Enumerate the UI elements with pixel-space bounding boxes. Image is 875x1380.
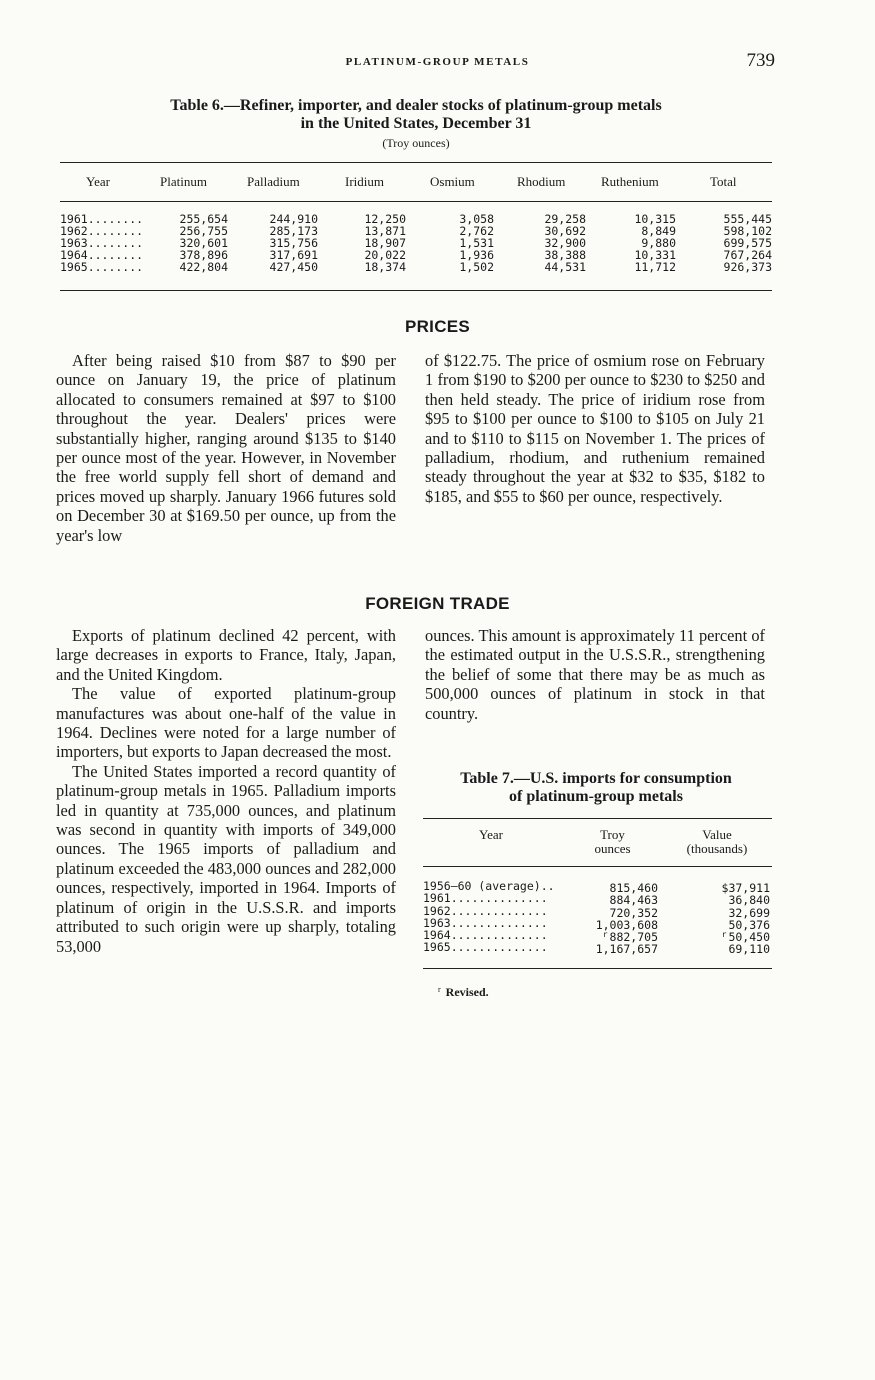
table6-col-ruthenium: Ruthenium xyxy=(601,174,659,189)
table7-value-amount: 69,110 xyxy=(728,942,770,957)
footnote-mark: r xyxy=(438,985,441,994)
table6-bottom-rule xyxy=(60,290,772,291)
table7-troy-value: 720,352 xyxy=(609,905,658,920)
prices-right-column xyxy=(425,351,765,506)
prices-paragraph-right: of $122.75. The price of osmium rose on February 1 from $190 to $200 per ounce to $230 to $250 and then held steady. The price of iridium rose from $95 to $100 per ounce to $100 to $105 on July 21 and to $110 to $115 on November 1. The prices of palladium, rhodium, and ruthenium remained steady throughout the year at $32 to $35, $182 to $185, and $55 to $60 per ounce, respectively. xyxy=(425,351,765,506)
table6-cell-platinum: 255,654 xyxy=(179,212,228,226)
table-row xyxy=(0,261,875,273)
table6-header-rule xyxy=(60,201,772,202)
table6-cell-iridium: 18,374 xyxy=(364,260,406,274)
table7-col-troy-line2: ounces xyxy=(594,841,631,856)
table6-body xyxy=(0,213,875,273)
table6-cell-rhodium: 38,388 xyxy=(544,248,586,262)
table6-cell-ruthenium: 10,331 xyxy=(634,248,676,262)
table6-title-line2: in the United States, December 31 xyxy=(300,115,532,132)
table6-cell-year: 1961........ xyxy=(60,212,144,226)
table7-value-amount: 32,699 xyxy=(728,905,770,920)
table7-top-rule xyxy=(423,818,772,819)
table6-cell-osmium: 1,531 xyxy=(459,236,494,250)
table7-value-amount: 36,840 xyxy=(728,893,770,908)
table6-cell-platinum: 256,755 xyxy=(179,224,228,238)
table7-col-value-line2: (thousands) xyxy=(686,841,748,856)
foreign-trade-right-column xyxy=(425,626,765,723)
table6-cell-iridium: 13,871 xyxy=(364,224,406,238)
table6-cell-platinum: 422,804 xyxy=(179,260,228,274)
table6-cell-rhodium: 29,258 xyxy=(544,212,586,226)
table6-cell-palladium: 315,756 xyxy=(269,236,318,250)
table6-col-rhodium: Rhodium xyxy=(517,174,566,189)
table7-troy-value: 882,705 xyxy=(609,930,658,945)
table7-bottom-rule xyxy=(423,968,772,969)
table6-cell-total: 598,102 xyxy=(723,224,772,238)
table7-value-amount: 50,450 xyxy=(728,930,770,945)
table6-col-osmium: Osmium xyxy=(430,174,475,189)
table6-col-platinum: Platinum xyxy=(160,174,207,189)
table6-cell-year: 1965........ xyxy=(60,260,144,274)
table6-cell-rhodium: 32,900 xyxy=(544,236,586,250)
revised-mark: r xyxy=(602,930,608,940)
table6-cell-iridium: 20,022 xyxy=(364,248,406,262)
table6-cell-ruthenium: 8,849 xyxy=(641,224,676,238)
table6-cell-osmium: 2,762 xyxy=(459,224,494,238)
table6-cell-platinum: 378,896 xyxy=(179,248,228,262)
table7-col-year: Year xyxy=(479,827,503,842)
table7-cell-year: 1964.............. xyxy=(423,928,548,943)
foreign-trade-paragraph: ounces. This amount is approximately 11 percent of the estimated output in the U.S.S.R., strengthening the belief of some that there may be as much as 500,000 ounces of platinum in stock in that country. xyxy=(425,626,765,723)
table6-cell-rhodium: 30,692 xyxy=(544,224,586,238)
section-heading-foreign-trade: FOREIGN TRADE xyxy=(365,594,510,613)
foreign-trade-paragraph: The United States imported a record quantity of platinum-group metals in 1965. Palladium imports led in quantity at 735,000 ounces, and platinum was second in quantity with imports of 349,000 ounces. The 1965 imports of palladium and platinum exceeded the 483,000 ounces and 282,000 ounces, respectively, imported in 1964. Imports of platinum of origin in the U.S.S.R. and imports attributed to such origin were up sharply, totaling 53,000 xyxy=(56,761,396,956)
table6-cell-ruthenium: 10,315 xyxy=(634,212,676,226)
table6-col-palladium: Palladium xyxy=(247,174,300,189)
table6-cell-ruthenium: 11,712 xyxy=(634,260,676,274)
foreign-trade-paragraph: Exports of platinum declined 42 percent, with large decreases in exports to France, Italy, Japan, and the United Kingdom. xyxy=(56,626,396,684)
table6-cell-iridium: 18,907 xyxy=(364,236,406,250)
table7-value-amount: $37,911 xyxy=(721,881,770,895)
revised-mark: r xyxy=(721,930,727,940)
table6-cell-osmium: 1,936 xyxy=(459,248,494,262)
table7-troy-value: 815,460 xyxy=(609,881,658,895)
table6-top-rule xyxy=(60,162,772,163)
table7-cell-year: 1956–60 (average).. xyxy=(423,879,555,893)
table7-title-line1: Table 7.—U.S. imports for consumption xyxy=(460,770,732,787)
page-number: 739 xyxy=(746,50,775,71)
table6-cell-platinum: 320,601 xyxy=(179,236,228,250)
foreign-trade-paragraph: The value of exported platinum-group manufactures was about one-half of the value in 1964. Declines were noted for a large number of importers, but exports to Japan decreased the most. xyxy=(56,684,396,762)
table7-troy-value: 884,463 xyxy=(609,893,658,908)
table7-value-amount: 50,376 xyxy=(728,917,770,932)
table6-col-iridium: Iridium xyxy=(345,174,384,189)
table7-col-value-line1: Value xyxy=(702,827,732,842)
footnote-text: Revised. xyxy=(445,985,489,999)
table6-cell-total: 699,575 xyxy=(723,236,772,250)
table7-cell-year: 1962.............. xyxy=(423,903,548,918)
table-row xyxy=(0,891,875,908)
table6-cell-osmium: 3,058 xyxy=(459,212,494,226)
section-heading-prices: PRICES xyxy=(404,317,471,336)
running-head: PLATINUM-GROUP METALS xyxy=(345,56,530,68)
table6-cell-ruthenium: 9,880 xyxy=(641,236,676,250)
table7-cell-year: 1963.............. xyxy=(423,915,548,930)
table-row xyxy=(0,940,875,957)
table7-cell-value xyxy=(680,941,770,955)
table6-cell-year: 1963........ xyxy=(60,236,144,250)
table7-title-line2: of platinum-group metals xyxy=(509,788,683,805)
table6-cell-total: 555,445 xyxy=(723,212,772,226)
table6-cell-total: 767,264 xyxy=(723,248,772,262)
table7-header-rule xyxy=(423,866,772,867)
table6-cell-palladium: 285,173 xyxy=(269,224,318,238)
table6-cell-rhodium: 44,531 xyxy=(544,260,586,274)
table6-cell-palladium: 427,450 xyxy=(269,260,318,274)
prices-left-column xyxy=(56,351,396,545)
table6-title-line1: Table 6.—Refiner, importer, and dealer stocks of platinum-group metals xyxy=(170,97,662,114)
prices-paragraph-left: After being raised $10 from $87 to $90 per ounce on January 19, the price of platinum allocated to consumers remained at $97 to $100 throughout the year. Dealers' prices were substantially higher, ranging around $135 to $140 per ounce most of the year. However, in November the free world supply fell short of demand and prices moved up sharply. January 1966 futures sold on December 30 at $169.50 per ounce, up from the year's low xyxy=(56,351,396,545)
table7-troy-value: 1,167,657 xyxy=(595,942,658,957)
table6-cell-year: 1962........ xyxy=(60,224,144,238)
table6-cell-year: 1964........ xyxy=(60,248,144,262)
table7-footnote xyxy=(438,985,489,1000)
table6-cell-total: 926,373 xyxy=(723,260,772,274)
table7-cell-year: 1961.............. xyxy=(423,891,548,906)
table6-col-year: Year xyxy=(86,174,110,189)
table6-cell-palladium: 317,691 xyxy=(269,248,318,262)
table7-body xyxy=(0,879,875,957)
table7-troy-value: 1,003,608 xyxy=(595,917,658,932)
table7-col-troy-line1: Troy xyxy=(600,827,625,842)
table6-cell-palladium: 244,910 xyxy=(269,212,318,226)
table6-col-total: Total xyxy=(710,174,737,189)
table7-cell-year: 1965.............. xyxy=(423,940,548,955)
table6-cell-osmium: 1,502 xyxy=(459,260,494,274)
table7-cell-troy xyxy=(570,941,658,955)
table6-cell-iridium: 12,250 xyxy=(364,212,406,226)
table6-subtitle: (Troy ounces) xyxy=(382,136,450,150)
